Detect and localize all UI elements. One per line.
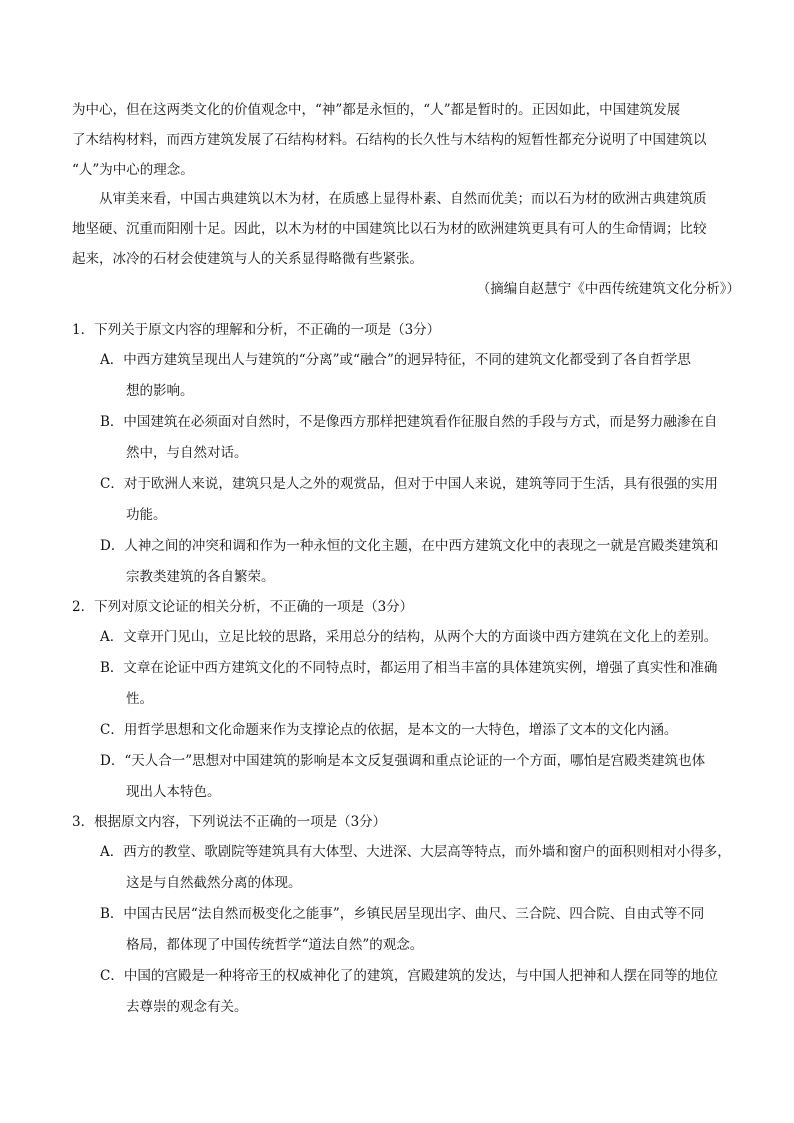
option-text: B．中国建筑在必须面对自然时，不是像西方那样把建筑看作征服自然的手段与方式，而是努力融渗在自 <box>100 414 718 430</box>
option-text-cont: 功能。 <box>126 507 167 523</box>
option-text-cont: 现出人本特色。 <box>126 784 221 800</box>
question-stem: 1．下列关于原文内容的理解和分析，不正确的一项是（3分） <box>72 322 441 338</box>
option-text-cont: 然中，与自然对话。 <box>126 445 248 461</box>
questions <box>72 316 742 1023</box>
option-text: D．“天人合一”思想对中国建筑的影响是本文反复强调和重点论证的一个方面，哪怕是宫殿类建筑也体 <box>100 753 706 769</box>
question-1 <box>72 316 742 593</box>
option-b <box>72 653 742 715</box>
option-text-cont: 去尊崇的观念有关。 <box>126 999 248 1015</box>
passage-source: （摘编自赵慧宁《中西传统建筑文化分析》） <box>476 280 740 297</box>
passage-line: 起来，冰冷的石材会使建筑与人的关系显得略微有些紧张。 <box>72 250 423 267</box>
passage-line: 从审美来看，中国古典建筑以木为材，在质感上显得朴素、自然而优美；而以石为材的欧洲古典建筑质 <box>99 191 707 208</box>
option-a <box>72 622 742 653</box>
option-text: A．西方的教堂、歌剧院等建筑具有大体型、大进深、大层高等特点，而外墙和窗户的面积则相对小得多， <box>100 844 731 860</box>
option-d <box>72 746 742 808</box>
option-b <box>72 899 742 961</box>
option-text-cont: 格局，都体现了中国传统哲学“道法自然”的观念。 <box>126 937 424 953</box>
option-text: A．文章开门见山，立足比较的思路，采用总分的结构，从两个大的方面谈中西方建筑在文化上的差别。 <box>100 629 718 645</box>
option-c <box>72 469 742 531</box>
passage-line: 为中心，但在这两类文化的价值观念中，“神”都是永恒的，“人”都是暂时的。正因如此，中国建筑发展 <box>72 102 681 118</box>
option-text-cont: 宗教类建筑的各自繁荣。 <box>126 569 275 585</box>
option-text-cont: 这是与自然截然分离的体现。 <box>126 875 302 891</box>
option-c <box>72 961 742 1023</box>
option-text-cont: 想的影响。 <box>126 383 194 399</box>
passage-line: 地坚硬、沉重而阳刚十足。因此，以木为材的中国建筑比以石为材的欧洲建筑更具有可人的生命情调；比较 <box>72 221 707 238</box>
option-text: C．用哲学思想和文化命题来作为支撑论点的依据，是本文的一大特色，增添了文本的文化内涵。 <box>100 722 678 738</box>
option-d <box>72 531 742 593</box>
option-text-cont: 性。 <box>126 691 153 707</box>
option-text: C．对于欧洲人来说，建筑只是人之外的观赏品，但对于中国人来说，建筑等同于生活，具有很强的实用 <box>100 476 718 492</box>
passage-line: 了木结构材料，而西方建筑发展了石结构材料。石结构的长久性与木结构的短暂性都充分说明了中国建筑以 <box>72 131 707 148</box>
question-3 <box>72 808 742 1023</box>
question-2 <box>72 593 742 808</box>
option-c <box>72 715 742 746</box>
option-a <box>72 837 742 899</box>
option-text: B．中国古民居“法自然而极变化之能事”，乡镇民居呈现出字、曲尺、三合院、四合院、自由式等不同 <box>100 906 705 922</box>
passage <box>72 96 740 305</box>
option-text: B．文章在论证中西方建筑文化的不同特点时，都运用了相当丰富的具体建筑实例，增强了真实性和准确 <box>100 660 718 676</box>
question-stem: 2．下列对原文论证的相关分析，不正确的一项是（3分） <box>72 599 414 615</box>
option-text: C．中国的宫殿是一种将帝王的权威神化了的建筑，宫殿建筑的发达，与中国人把神和人摆在同等的地位 <box>100 968 718 984</box>
option-a <box>72 345 742 407</box>
passage-line: “人”为中心的理念。 <box>72 161 194 178</box>
option-text: A．中西方建筑呈现出人与建筑的“分离”或“融合”的迥异特征，不同的建筑文化都受到了各自哲学思 <box>100 352 691 368</box>
question-stem: 3．根据原文内容，下列说法不正确的一项是（3分） <box>72 814 387 830</box>
option-text: D．人神之间的冲突和调和作为一种永恒的文化主题，在中西方建筑文化中的表现之一就是宫殿类建筑和 <box>100 538 719 554</box>
option-b <box>72 407 742 469</box>
